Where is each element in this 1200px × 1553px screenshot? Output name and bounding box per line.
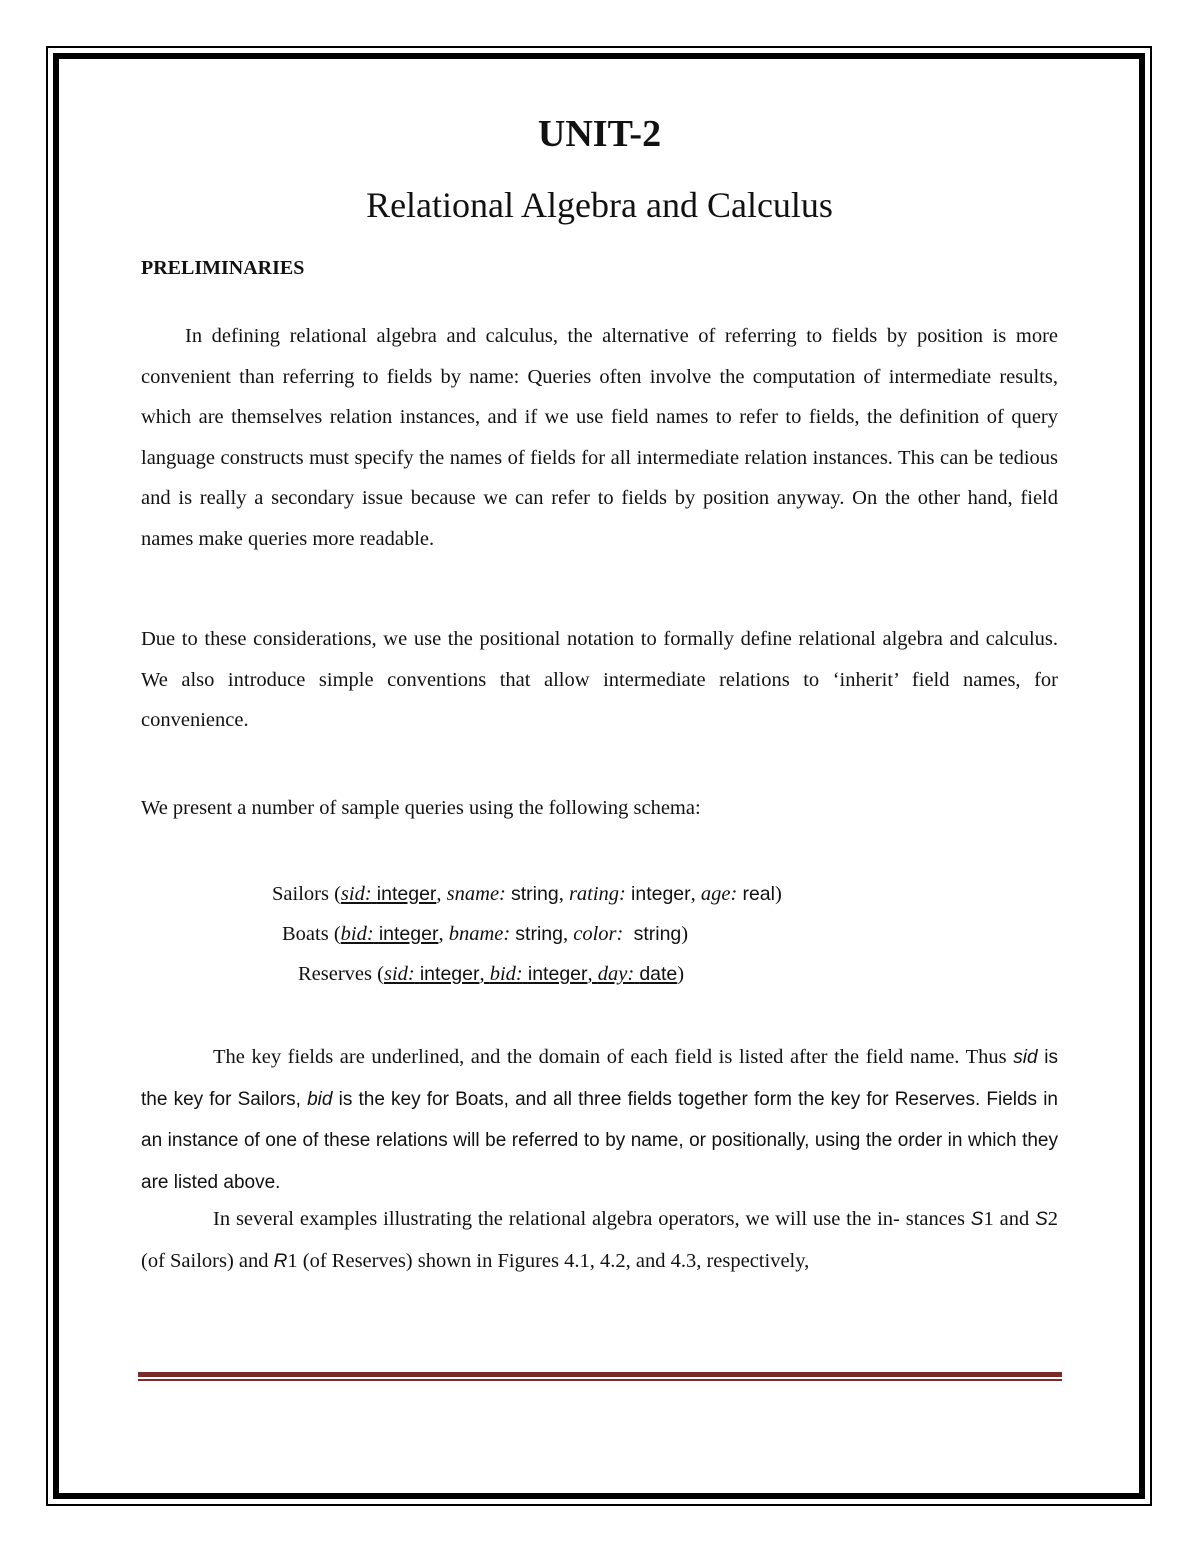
schema-sailors: Sailors (sid: integer, sname: string, rating: integer, age: real) [272,883,782,905]
schema-key-fields: sid: integer [340,883,437,905]
paragraph-schema-intro: We present a number of sample queries using the following schema: [141,797,701,819]
schema-reserves: Reserves (sid: integer, bid: integer, day: date) [298,963,685,985]
paragraph-considerations: Due to these considerations, we use the positional notation to formally define relational algebra and calculus. We also introduce simple conventions that allow intermediate relations to ‘inherit’ field names, for convenience. [141,628,1058,731]
paragraph-key-fields: The key fields are underlined, and the domain of each field is listed after the field name. Thus sid is the key for Sailors, bid is the key for Boats, and all three fields together form the key for Reserves. Fields in an instance of one of these relations will be referred to by name, or positionally, using the order in which they are listed above. [141,1046,1058,1193]
footer-rule [138,1372,1062,1377]
schema-boats: Boats (bid: integer, bname: string, color: string) [282,923,689,945]
schema-key-fields: sid: integer, bid: integer, day: date [383,963,678,985]
paragraph-examples: In several examples illustrating the relational algebra operators, we will use the in- stances S1 and S2 (of Sailors) and R1 (of Reserves) shown in Figures 4.1, 4.2, and 4.3, respectively, [141,1208,1059,1272]
schema-sailors-name: Sailors [272,883,329,905]
section-heading: PRELIMINARIES [141,257,305,279]
schema-key-fields: bid: integer [340,923,439,945]
schema-reserves-name: Reserves [298,963,373,985]
footer-rule-thin [138,1379,1062,1381]
paragraph-preliminaries: In defining relational algebra and calculus, the alternative of referring to fields by position is more convenient than referring to fields by name: Queries often involve the computation of intermediate results, which are themselves relation instances, and if we use field names to refer to fields, the definition of query language constructs must specify the names of fields for all intermediate relation instances. This can be tedious and is really a secondary issue because we can refer to fields by position anyway. On the other hand, field names make queries more readable. [141,325,1058,550]
schema-boats-name: Boats [282,923,329,945]
page-subtitle: Relational Algebra and Calculus [366,185,833,225]
unit-title: UNIT-2 [537,113,662,155]
